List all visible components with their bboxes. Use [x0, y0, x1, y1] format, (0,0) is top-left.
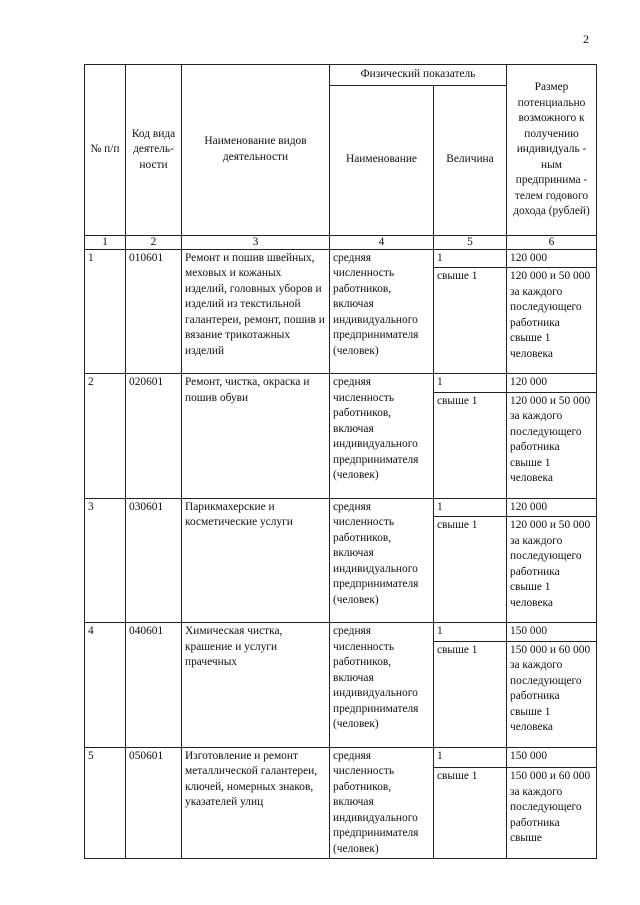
table-row	[85, 498, 597, 517]
row-code: 040601	[126, 623, 182, 748]
row-indicator: средняя численность работников, включая индивидуального предпринимателя (человек)	[330, 747, 434, 859]
table-row	[85, 249, 597, 268]
header-num: № п/п	[85, 65, 126, 236]
row-activity-name: Ремонт, чистка, окраска и пошив обуви	[182, 374, 330, 499]
row-indicator: средняя численность работников, включая индивидуального предпринимателя (человек)	[330, 374, 434, 499]
header-physical-value: Величина	[434, 85, 507, 235]
row-code: 020601	[126, 374, 182, 499]
column-number: 6	[507, 235, 597, 249]
header-code: Код вида деятель-ности	[126, 65, 182, 236]
row-value-2: свыше 1	[434, 268, 507, 374]
row-value-2: свыше 1	[434, 517, 507, 623]
header-income: Размер потенциально возможного к получению индивидуаль - ным предпринима - телем годового дохода (рублей)	[507, 65, 597, 236]
table-row	[85, 374, 597, 393]
header-activity-name: Наименование видов деятельности	[182, 65, 330, 236]
row-value-1: 1	[434, 623, 507, 642]
row-code: 030601	[126, 498, 182, 623]
column-number: 3	[182, 235, 330, 249]
row-num: 4	[85, 623, 126, 748]
row-income-2: 120 000 и 50 000 за каждого последующего работника свыше 1 человека	[507, 268, 597, 374]
row-income-1: 120 000	[507, 498, 597, 517]
page-number: 2	[583, 32, 589, 46]
row-value-1: 1	[434, 498, 507, 517]
row-income-2: 150 000 и 60 000 за каждого последующего работника свыше	[507, 768, 597, 859]
row-num: 2	[85, 374, 126, 499]
row-value-1: 1	[434, 249, 507, 268]
row-income-2: 120 000 и 50 000 за каждого последующего работника свыше 1 человека	[507, 392, 597, 498]
column-number: 4	[330, 235, 434, 249]
row-indicator: средняя численность работников, включая индивидуального предпринимателя (человек)	[330, 623, 434, 748]
row-income-1: 120 000	[507, 249, 597, 268]
row-num: 3	[85, 498, 126, 623]
row-activity-name: Ремонт и пошив швейных, меховых и кожаных изделий, головных уборов и изделий из текстильной галантереи, ремонт, пошив и вязание трикотажных изделий	[182, 249, 330, 374]
row-value-2: свыше 1	[434, 768, 507, 859]
row-code: 050601	[126, 747, 182, 859]
row-activity-name: Парикмахерские и косметические услуги	[182, 498, 330, 623]
row-num: 5	[85, 747, 126, 859]
row-activity-name: Изготовление и ремонт металлической галантереи, ключей, номерных знаков, указателей улиц	[182, 747, 330, 859]
row-value-1: 1	[434, 374, 507, 393]
activity-income-table	[84, 64, 597, 859]
table-row	[85, 623, 597, 642]
row-income-2: 150 000 и 60 000 за каждого последующего работника свыше 1 человека	[507, 641, 597, 747]
row-income-2: 120 000 и 50 000 за каждого последующего работника свыше 1 человека	[507, 517, 597, 623]
column-number: 5	[434, 235, 507, 249]
row-income-1: 150 000	[507, 623, 597, 642]
row-indicator: средняя численность работников, включая индивидуального предпринимателя (человек)	[330, 249, 434, 374]
row-value-1: 1	[434, 747, 507, 768]
row-income-1: 120 000	[507, 374, 597, 393]
row-code: 010601	[126, 249, 182, 374]
row-indicator: средняя численность работников, включая индивидуального предпринимателя (человек)	[330, 498, 434, 623]
header-physical-indicator: Физический показатель	[330, 65, 507, 86]
column-number: 1	[85, 235, 126, 249]
header-physical-name: Наименование	[330, 85, 434, 235]
row-activity-name: Химическая чистка, крашение и услуги прачечных	[182, 623, 330, 748]
row-income-1: 150 000	[507, 747, 597, 768]
row-num: 1	[85, 249, 126, 374]
column-number: 2	[126, 235, 182, 249]
row-value-2: свыше 1	[434, 392, 507, 498]
table-row	[85, 747, 597, 768]
row-value-2: свыше 1	[434, 641, 507, 747]
